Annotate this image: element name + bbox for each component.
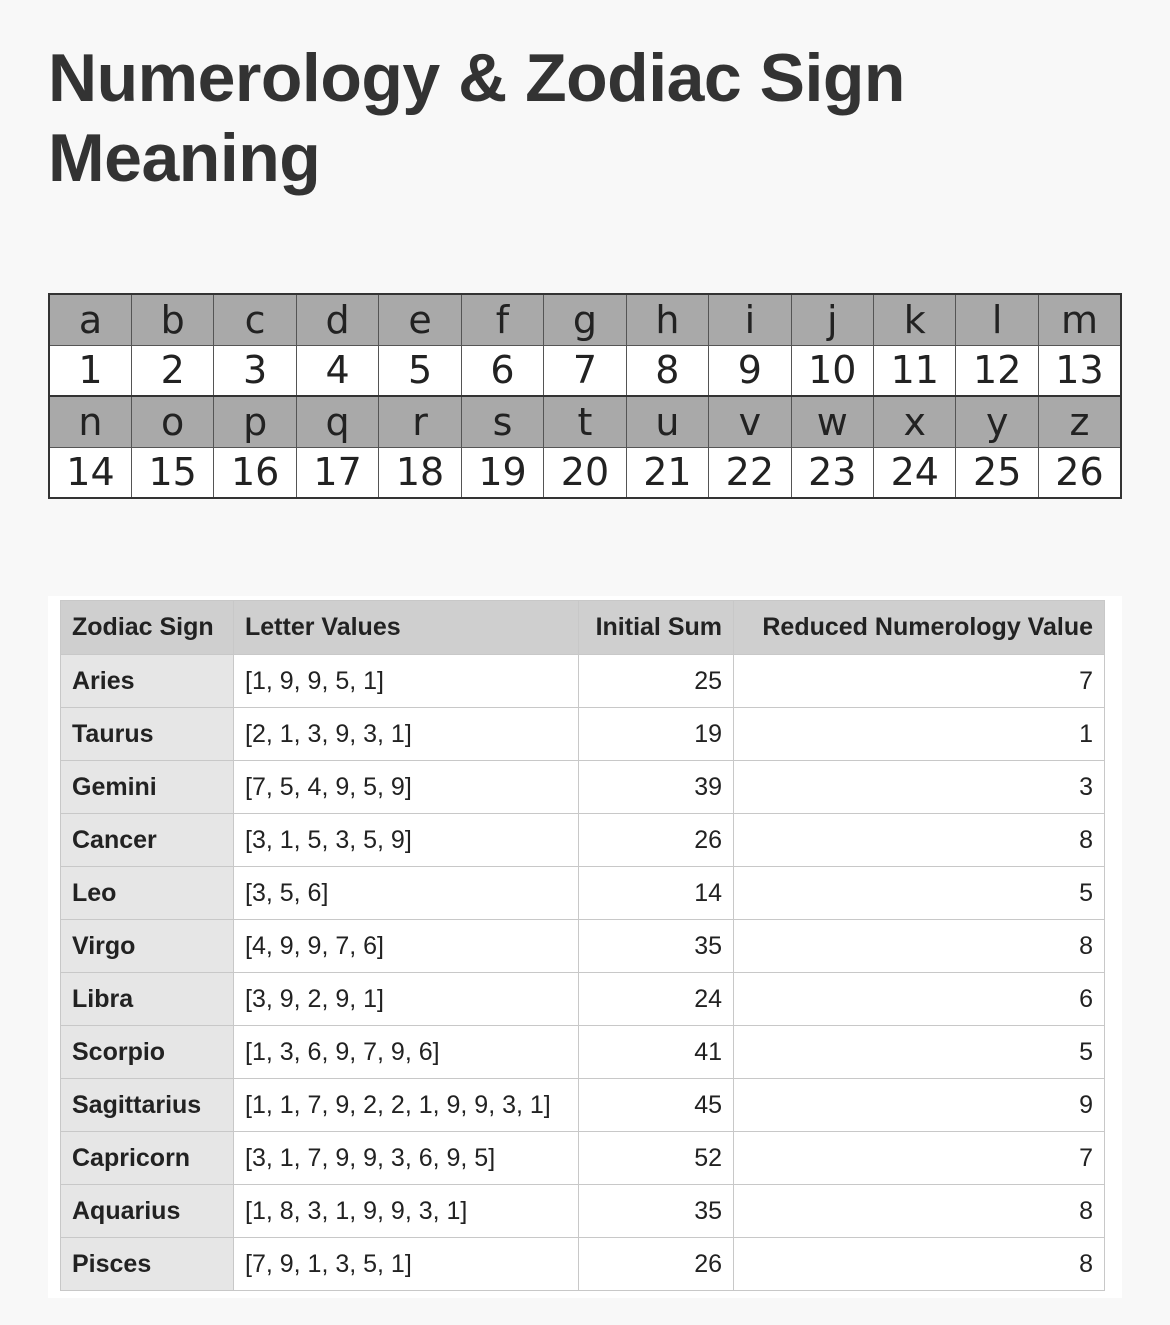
reduced-value-cell: 8 xyxy=(734,1185,1105,1238)
letter-number-grid xyxy=(48,293,1122,499)
letter-cell: j xyxy=(791,294,873,346)
number-row xyxy=(49,346,1121,397)
initial-sum-cell: 41 xyxy=(579,1026,734,1079)
number-cell: 24 xyxy=(874,448,956,499)
reduced-value-cell: 1 xyxy=(734,708,1105,761)
number-cell: 10 xyxy=(791,346,873,397)
letter-cell: l xyxy=(956,294,1038,346)
letter-cell: n xyxy=(49,396,131,448)
zodiac-sign-cell: Sagittarius xyxy=(61,1079,234,1132)
number-cell: 20 xyxy=(544,448,626,499)
number-cell: 5 xyxy=(379,346,461,397)
letter-cell: i xyxy=(709,294,791,346)
initial-sum-cell: 25 xyxy=(579,655,734,708)
letter-cell: s xyxy=(461,396,543,448)
reduced-value-cell: 6 xyxy=(734,973,1105,1026)
letter-values-cell: [3, 1, 7, 9, 9, 3, 6, 9, 5] xyxy=(234,1132,579,1185)
table-row xyxy=(61,920,1105,973)
letter-cell: x xyxy=(874,396,956,448)
table-row xyxy=(61,867,1105,920)
initial-sum-cell: 35 xyxy=(579,1185,734,1238)
reduced-value-cell: 8 xyxy=(734,814,1105,867)
table-row xyxy=(61,973,1105,1026)
zodiac-sign-cell: Aquarius xyxy=(61,1185,234,1238)
number-cell: 19 xyxy=(461,448,543,499)
number-cell: 22 xyxy=(709,448,791,499)
initial-sum-cell: 24 xyxy=(579,973,734,1026)
initial-sum-cell: 26 xyxy=(579,1238,734,1291)
letter-values-cell: [3, 1, 5, 3, 5, 9] xyxy=(234,814,579,867)
letter-cell: y xyxy=(956,396,1038,448)
letter-values-cell: [1, 8, 3, 1, 9, 9, 3, 1] xyxy=(234,1185,579,1238)
number-cell: 14 xyxy=(49,448,131,499)
letter-cell: t xyxy=(544,396,626,448)
zodiac-sign-cell: Libra xyxy=(61,973,234,1026)
letter-row xyxy=(49,294,1121,346)
number-cell: 13 xyxy=(1038,346,1121,397)
number-cell: 7 xyxy=(544,346,626,397)
number-cell: 4 xyxy=(296,346,378,397)
letter-cell: e xyxy=(379,294,461,346)
zodiac-sign-cell: Leo xyxy=(61,867,234,920)
number-cell: 16 xyxy=(214,448,296,499)
table-row xyxy=(61,1079,1105,1132)
reduced-value-cell: 8 xyxy=(734,1238,1105,1291)
zodiac-numerology-table xyxy=(60,600,1105,1291)
page-title: Numerology & Zodiac Sign Meaning xyxy=(48,40,905,196)
initial-sum-cell: 26 xyxy=(579,814,734,867)
table-row xyxy=(61,1026,1105,1079)
zodiac-sign-cell: Virgo xyxy=(61,920,234,973)
letter-cell: c xyxy=(214,294,296,346)
header-initial-sum: Initial Sum xyxy=(579,601,734,655)
letter-values-cell: [3, 9, 2, 9, 1] xyxy=(234,973,579,1026)
letter-values-cell: [1, 3, 6, 9, 7, 9, 6] xyxy=(234,1026,579,1079)
number-cell: 17 xyxy=(296,448,378,499)
letter-cell: u xyxy=(626,396,708,448)
letter-values-cell: [3, 5, 6] xyxy=(234,867,579,920)
letter-values-cell: [1, 1, 7, 9, 2, 2, 1, 9, 9, 3, 1] xyxy=(234,1079,579,1132)
number-cell: 26 xyxy=(1038,448,1121,499)
letter-cell: d xyxy=(296,294,378,346)
number-cell: 6 xyxy=(461,346,543,397)
letter-cell: v xyxy=(709,396,791,448)
number-cell: 18 xyxy=(379,448,461,499)
letter-cell: f xyxy=(461,294,543,346)
table-row xyxy=(61,1238,1105,1291)
reduced-value-cell: 9 xyxy=(734,1079,1105,1132)
header-zodiac-sign: Zodiac Sign xyxy=(61,601,234,655)
number-cell: 2 xyxy=(131,346,213,397)
zodiac-sign-cell: Aries xyxy=(61,655,234,708)
letter-cell: m xyxy=(1038,294,1121,346)
reduced-value-cell: 3 xyxy=(734,761,1105,814)
number-cell: 25 xyxy=(956,448,1038,499)
reduced-value-cell: 5 xyxy=(734,1026,1105,1079)
number-cell: 15 xyxy=(131,448,213,499)
initial-sum-cell: 19 xyxy=(579,708,734,761)
letter-cell: b xyxy=(131,294,213,346)
initial-sum-cell: 52 xyxy=(579,1132,734,1185)
initial-sum-cell: 45 xyxy=(579,1079,734,1132)
initial-sum-cell: 39 xyxy=(579,761,734,814)
table-row xyxy=(61,814,1105,867)
letter-cell: g xyxy=(544,294,626,346)
letter-values-cell: [7, 9, 1, 3, 5, 1] xyxy=(234,1238,579,1291)
table-header-row xyxy=(61,601,1105,655)
letter-values-cell: [4, 9, 9, 7, 6] xyxy=(234,920,579,973)
initial-sum-cell: 35 xyxy=(579,920,734,973)
zodiac-sign-cell: Gemini xyxy=(61,761,234,814)
zodiac-sign-cell: Pisces xyxy=(61,1238,234,1291)
letter-cell: k xyxy=(874,294,956,346)
letter-cell: q xyxy=(296,396,378,448)
number-row xyxy=(49,448,1121,499)
letter-cell: r xyxy=(379,396,461,448)
number-cell: 8 xyxy=(626,346,708,397)
zodiac-sign-cell: Scorpio xyxy=(61,1026,234,1079)
number-cell: 1 xyxy=(49,346,131,397)
number-cell: 12 xyxy=(956,346,1038,397)
letter-values-cell: [7, 5, 4, 9, 5, 9] xyxy=(234,761,579,814)
header-reduced-value: Reduced Numerology Value xyxy=(734,601,1105,655)
letter-cell: p xyxy=(214,396,296,448)
reduced-value-cell: 7 xyxy=(734,1132,1105,1185)
zodiac-sign-cell: Capricorn xyxy=(61,1132,234,1185)
letter-cell: o xyxy=(131,396,213,448)
letter-cell: z xyxy=(1038,396,1121,448)
number-cell: 9 xyxy=(709,346,791,397)
letter-cell: a xyxy=(49,294,131,346)
reduced-value-cell: 7 xyxy=(734,655,1105,708)
number-cell: 21 xyxy=(626,448,708,499)
letter-row xyxy=(49,396,1121,448)
letter-values-cell: [2, 1, 3, 9, 3, 1] xyxy=(234,708,579,761)
zodiac-table-panel xyxy=(48,596,1122,1298)
number-cell: 3 xyxy=(214,346,296,397)
letter-cell: w xyxy=(791,396,873,448)
number-cell: 23 xyxy=(791,448,873,499)
header-letter-values: Letter Values xyxy=(234,601,579,655)
table-row xyxy=(61,655,1105,708)
table-row xyxy=(61,1132,1105,1185)
zodiac-sign-cell: Cancer xyxy=(61,814,234,867)
number-cell: 11 xyxy=(874,346,956,397)
table-row xyxy=(61,708,1105,761)
letter-values-cell: [1, 9, 9, 5, 1] xyxy=(234,655,579,708)
zodiac-sign-cell: Taurus xyxy=(61,708,234,761)
initial-sum-cell: 14 xyxy=(579,867,734,920)
table-row xyxy=(61,761,1105,814)
reduced-value-cell: 5 xyxy=(734,867,1105,920)
letter-cell: h xyxy=(626,294,708,346)
table-row xyxy=(61,1185,1105,1238)
reduced-value-cell: 8 xyxy=(734,920,1105,973)
